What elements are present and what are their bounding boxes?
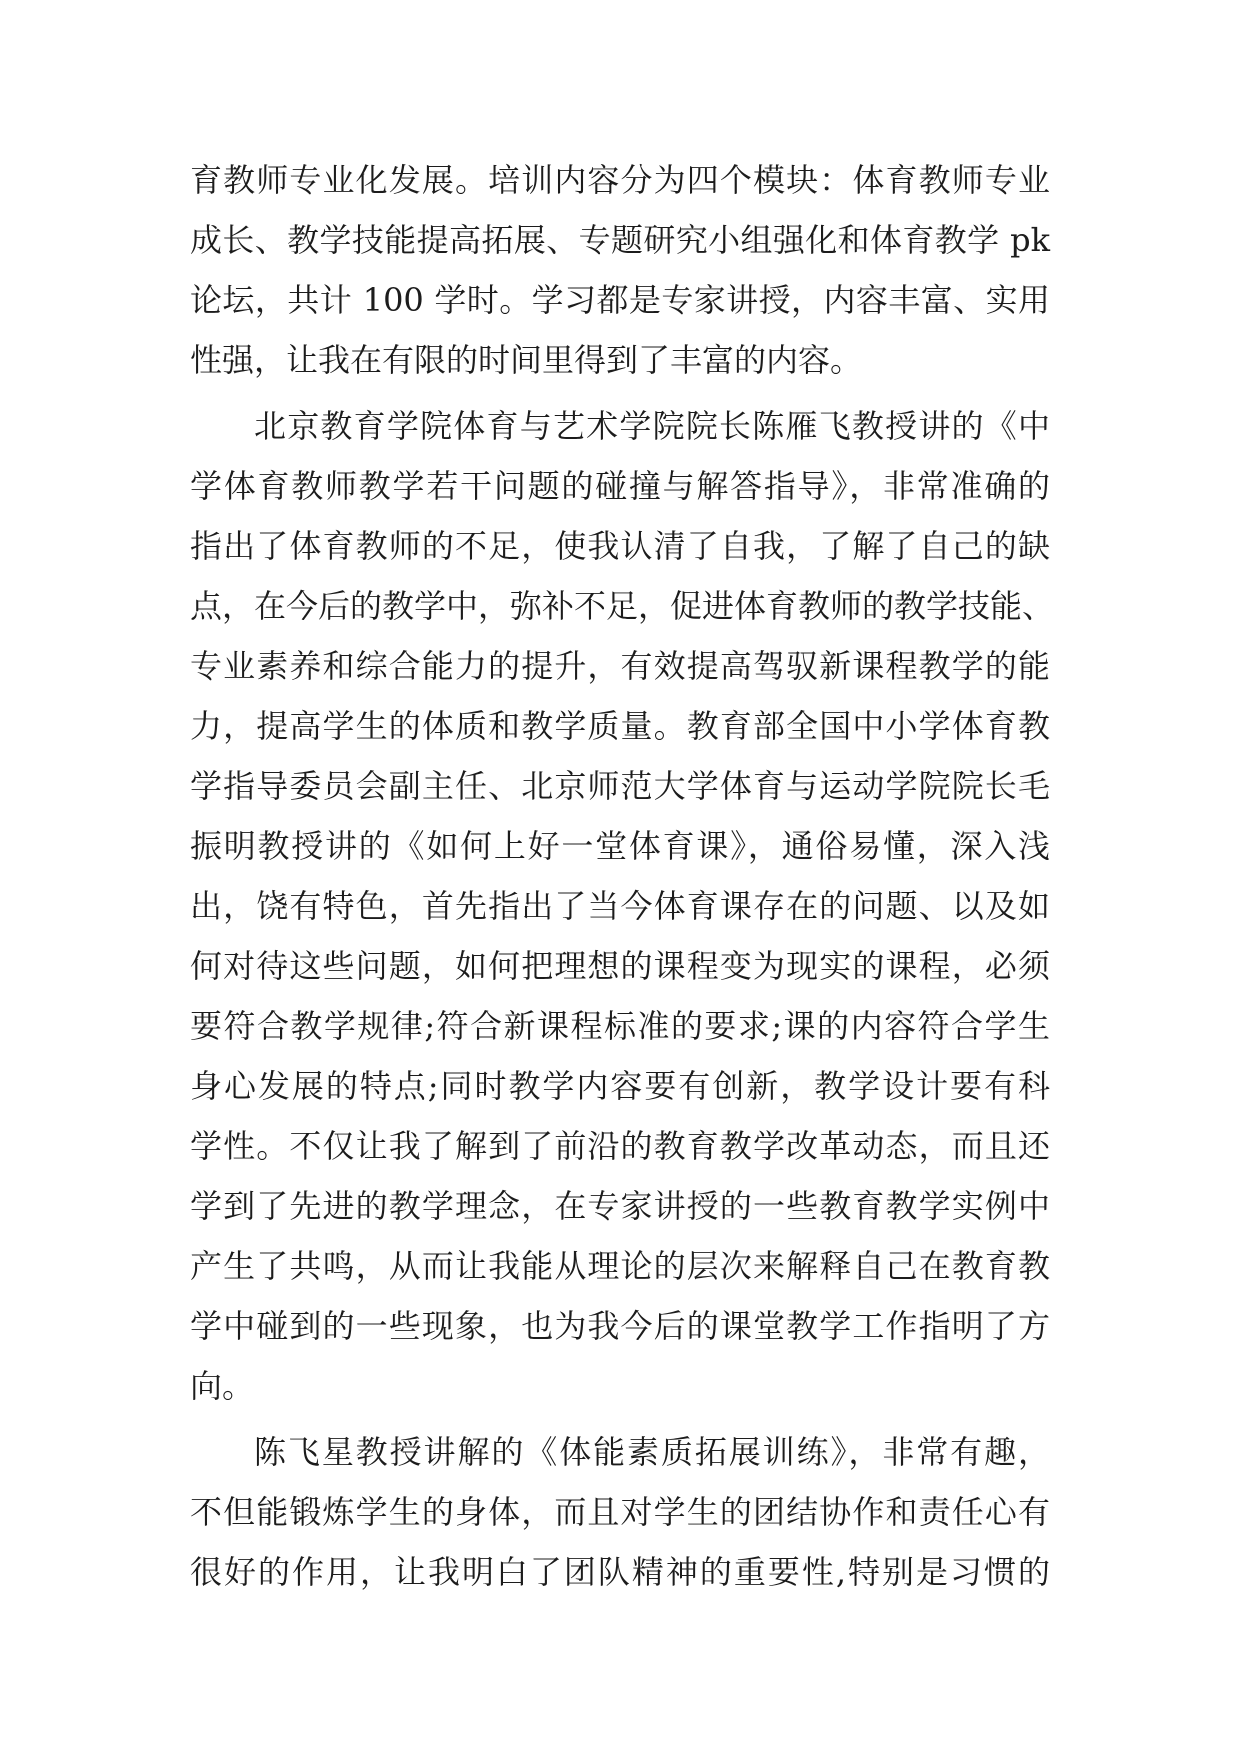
text-line: 育教师专业化发展。培训内容分为四个模块：体育教师专业 xyxy=(190,161,1050,199)
text-line: 学性。不仅让我了解到了前沿的教育教学改革动态，而且还 xyxy=(190,1127,1050,1165)
text-line: 要符合教学规律;符合新课程标准的要求;课的内容符合学生 xyxy=(190,1007,1050,1045)
text-line: 力，提高学生的体质和教学质量。教育部全国中小学体育教 xyxy=(190,707,1050,745)
text-line: 向。 xyxy=(190,1367,255,1405)
text-line: 身心发展的特点;同时教学内容要有创新，教学设计要有科 xyxy=(190,1067,1050,1105)
text-line: 指出了体育教师的不足，使我认清了自我，了解了自己的缺 xyxy=(190,527,1050,565)
text-line: 专业素养和综合能力的提升，有效提高驾驭新课程教学的能 xyxy=(190,647,1050,685)
text-line: 何对待这些问题，如何把理想的课程变为现实的课程，必须 xyxy=(190,947,1050,985)
paragraph-start-line: 陈飞星教授讲解的《体能素质拓展训练》，非常有趣， xyxy=(254,1433,1050,1471)
text-line: 很好的作用，让我明白了团队精神的重要性,特别是习惯的 xyxy=(190,1553,1050,1591)
text-line: 不但能锻炼学生的身体，而且对学生的团结协作和责任心有 xyxy=(190,1493,1050,1531)
text-line: 成长、教学技能提高拓展、专题研究小组强化和体育教学 pk xyxy=(190,221,1050,259)
text-line: 学到了先进的教学理念，在专家讲授的一些教育教学实例中 xyxy=(190,1187,1050,1225)
paragraph-start-line: 北京教育学院体育与艺术学院院长陈雁飞教授讲的《中 xyxy=(254,407,1050,445)
text-line: 学指导委员会副主任、北京师范大学体育与运动学院院长毛 xyxy=(190,767,1050,805)
text-line: 学体育教师教学若干问题的碰撞与解答指导》，非常准确的 xyxy=(190,467,1050,505)
text-line: 点，在今后的教学中，弥补不足，促进体育教师的教学技能、 xyxy=(190,587,1055,625)
text-line: 性强，让我在有限的时间里得到了丰富的内容。 xyxy=(190,341,863,379)
text-line: 产生了共鸣，从而让我能从理论的层次来解释自己在教育教 xyxy=(190,1247,1050,1285)
text-line: 出，饶有特色，首先指出了当今体育课存在的问题、以及如 xyxy=(190,887,1050,925)
text-line: 学中碰到的一些现象，也为我今后的课堂教学工作指明了方 xyxy=(190,1307,1050,1345)
text-line: 论坛，共计 100 学时。学习都是专家讲授，内容丰富、实用 xyxy=(190,281,1050,319)
text-line: 振明教授讲的《如何上好一堂体育课》，通俗易懂，深入浅 xyxy=(190,827,1050,865)
